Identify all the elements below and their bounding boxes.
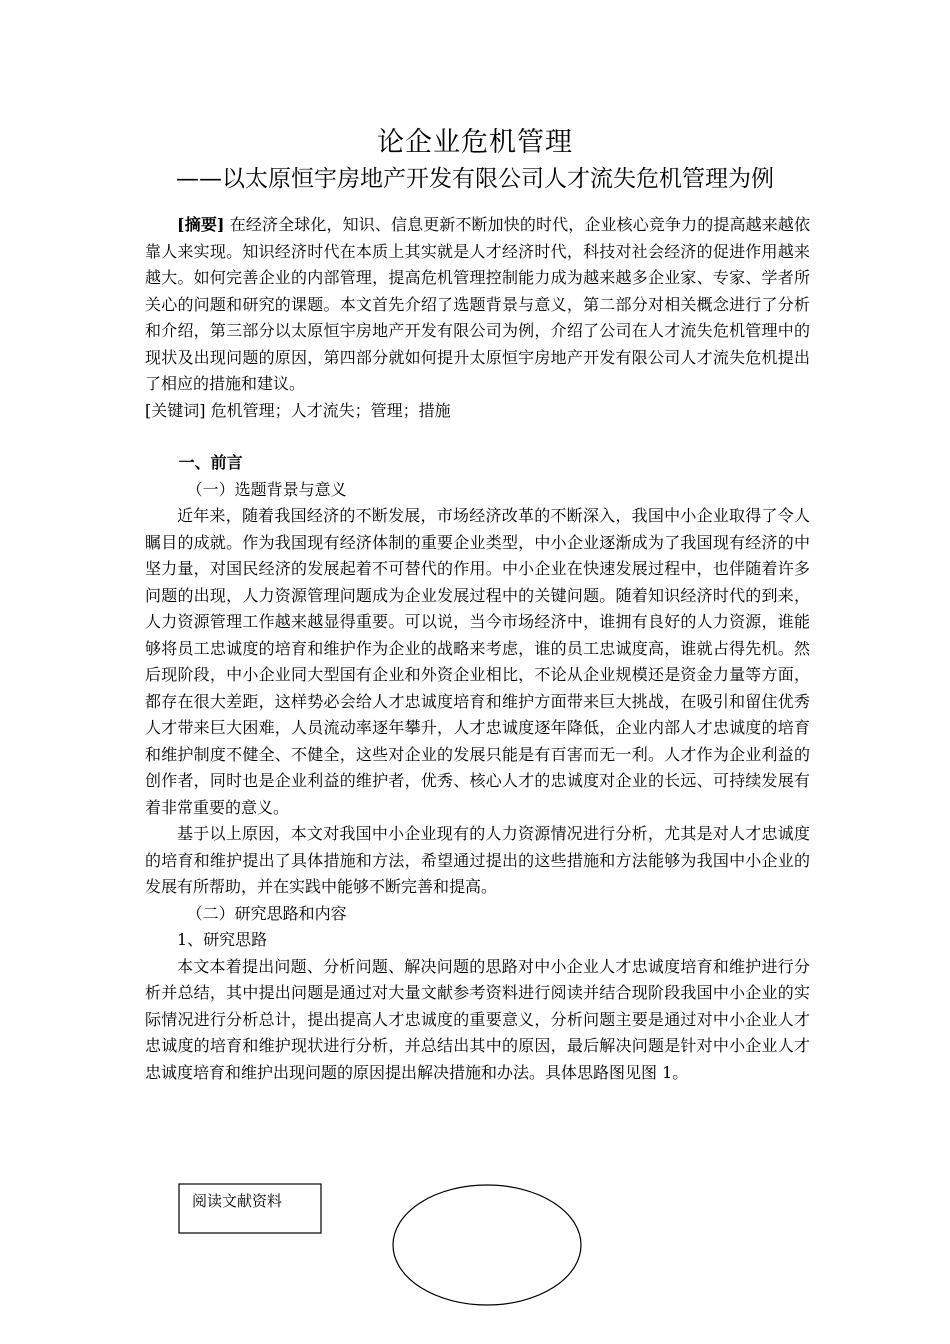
subsection-heading-approach: （二）研究思路和内容 [186,903,347,923]
abstract-label: [摘要] [177,215,225,234]
keywords-label: [关键词] [145,400,206,420]
diagram-ellipse [393,1185,581,1305]
paper-title: 论企业危机管理 [377,127,573,158]
keywords-paragraph [145,398,810,425]
paper-subtitle: ——以太原恒宇房地产开发有限公司人才流失危机管理为例 [176,166,774,192]
item-heading-research-approach: 1、研究思路 [177,930,268,949]
diagram-box-label: 阅读文献资料 [192,1192,283,1210]
abstract-text: 在经济全球化，知识、信息更新不断加快的时代，企业核心竞争力的提高越来越依靠人来实现。知识经济时代在本质上其实就是人才经济时代，科技对社会经济的促进作用越来越大。如何完善企业的内部管理，提高危机管理控制能力成为越来越多企业家、专家、学者所关心的问题和研究的课题。本文首先介绍了选题背景与意义，第二部分对相关概念进行了分析和介绍，第三部分以太原恒宇房地产开发有限公司为例，介绍了公司在人才流失危机管理中的现状及出现问题的原因，第四部分就如何提升太原恒宇房地产开发有限公司人才流失危机提出了相应的措施和建议。 [145,215,810,393]
keywords-text: 危机管理；人才流失；管理；措施 [210,400,451,420]
background-paragraph-1: 近年来，随着我国经济的不断发展，市场经济改革的不断深入，我国中小企业取得了令人瞩目的成就。作为我国现有经济体制的重要企业类型，中小企业逐渐成为了我国现有经济的中坚力量，对国民经济的发展起着不可替代的作用。中小企业在快速发展过程中，也伴随着许多问题的出现，人力资源管理问题成为企业发展过程中的关键问题。随着知识经济时代的到来，人力资源管理工作越来越显得重要。可以说，当今市场经济中，谁拥有良好的人力资源，谁能够将员工忠诚度的培育和维护作为企业的战略来考虑，谁的员工忠诚度高，谁就占得先机。然后现阶段，中小企业同大型国有企业和外资企业相比，不论从企业规模还是资金力量等方面，都存在很大差距，这样势必会给人才忠诚度培育和维护方面带来巨大挑战，在吸引和留住优秀人才带来巨大困难，人员流动率逐年攀升，人才忠诚度逐年降低，企业内部人才忠诚度的培育和维护制度不健全、不健全，这些对企业的发展只能是有百害而无一利。人才作为企业利益的创作者，同时也是企业利益的维护者，优秀、核心人才的忠诚度对企业的长远、可持续发展有着非常重要的意义。 [145,506,810,817]
paper-body [145,212,810,1086]
subsection-heading-background: （一）选题背景与意义 [186,479,347,499]
section-heading-preface: 一、前言 [178,453,243,472]
approach-paragraph: 本文本着提出问题、分析问题、解决问题的思路对中小企业人才忠诚度培育和维护进行分析并总结，其中提出问题是通过对大量文献参考资料进行阅读并结合现阶段我国中小企业的实际情况进行分析总计，提出提高人才忠诚度的重要意义，分析问题主要是通过对中小企业人才忠诚度的培育和维护现状进行分析，并总结出其中的原因，最后解决问题是针对中小企业人才忠诚度培育和维护出现问题的原因提出解决措施和办法。具体思路图见图 1。 [145,956,810,1082]
abstract-paragraph [145,212,810,398]
background-paragraph-2: 基于以上原因，本文对我国中小企业现有的人力资源情况进行分析，尤其是对人才忠诚度的培育和维护提出了具体措施和方法，希望通过提出的这些措施和方法能够为我国中小企业的发展有所帮助，并在实践中能够不断完善和提高。 [145,824,810,896]
